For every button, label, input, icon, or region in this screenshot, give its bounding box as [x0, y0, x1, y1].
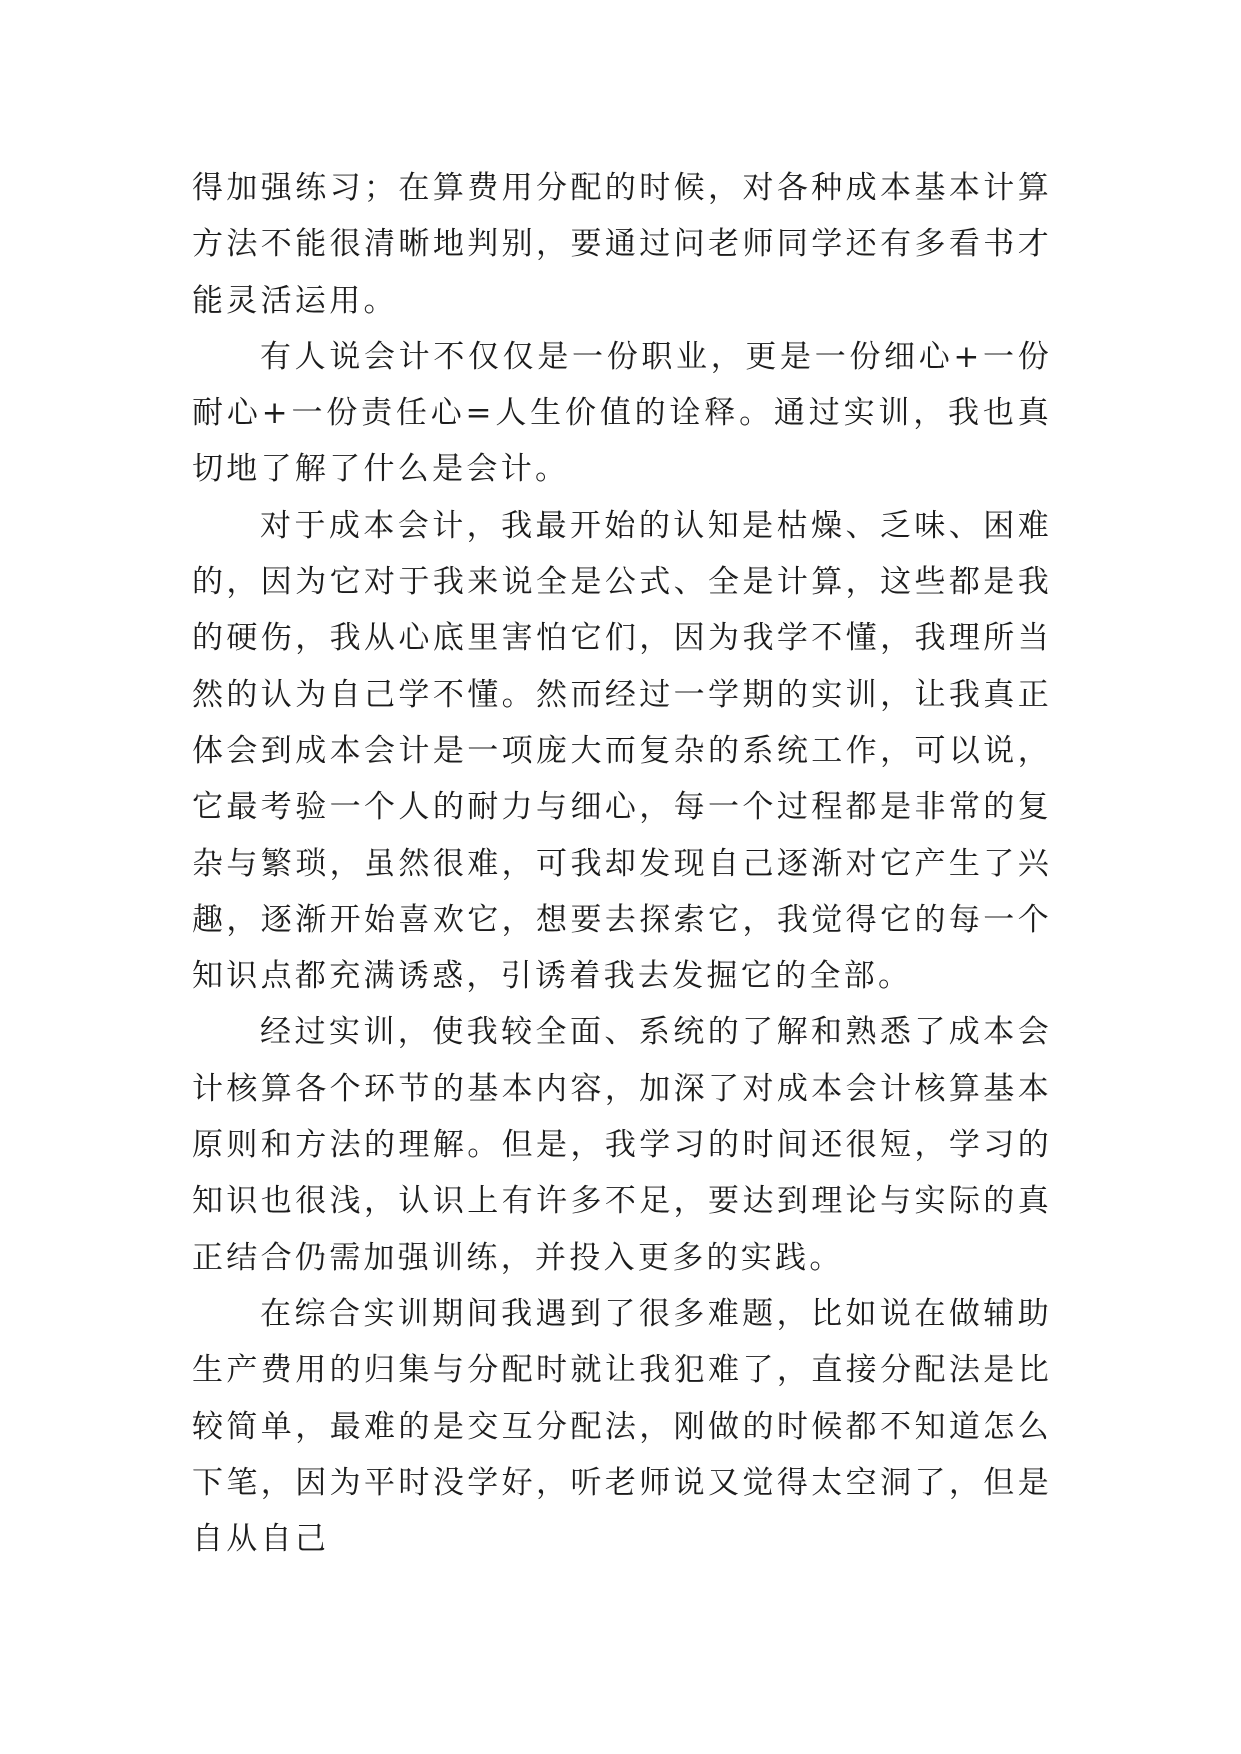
- document-body: [192, 160, 1052, 1567]
- paragraph-1: 得加强练习；在算费用分配的时候，对各种成本基本计算方法不能很清晰地判别，要通过问老师同学还有多看书才能灵活运用。: [192, 170, 1052, 319]
- paragraph-3: 对于成本会计，我最开始的认知是枯燥、乏味、困难的，因为它对于我来说全是公式、全是计算，这些都是我的硬伤，我从心底里害怕它们，因为我学不懂，我理所当然的认为自己学不懂。然而经过一学期的实训，让我真正体会到成本会计是一项庞大而复杂的系统工作，可以说，它最考验一个人的耐力与细心，每一个过程都是非常的复杂与繁琐，虽然很难，可我却发现自己逐渐对它产生了兴趣，逐渐开始喜欢它，想要去探索它，我觉得它的每一个知识点都充满诱惑，引诱着我去发掘它的全部。: [192, 507, 1052, 995]
- paragraph-4: 经过实训，使我较全面、系统的了解和熟悉了成本会计核算各个环节的基本内容，加深了对成本会计核算基本原则和方法的理解。但是，我学习的时间还很短，学习的知识也很浅，认识上有许多不足，要达到理论与实际的真正结合仍需加强训练，并投入更多的实践。: [192, 1014, 1052, 1276]
- paragraph-5: 在综合实训期间我遇到了很多难题，比如说在做辅助生产费用的归集与分配时就让我犯难了，直接分配法是比较简单，最难的是交互分配法，刚做的时候都不知道怎么下笔，因为平时没学好，听老师说又觉得太空洞了，但是自从自己: [192, 1295, 1052, 1558]
- paragraph-2: 有人说会计不仅仅是一份职业，更是一份细心+一份耐心+一份责任心=人生价值的诠释。通过实训，我也真切地了解了什么是会计。: [192, 338, 1052, 488]
